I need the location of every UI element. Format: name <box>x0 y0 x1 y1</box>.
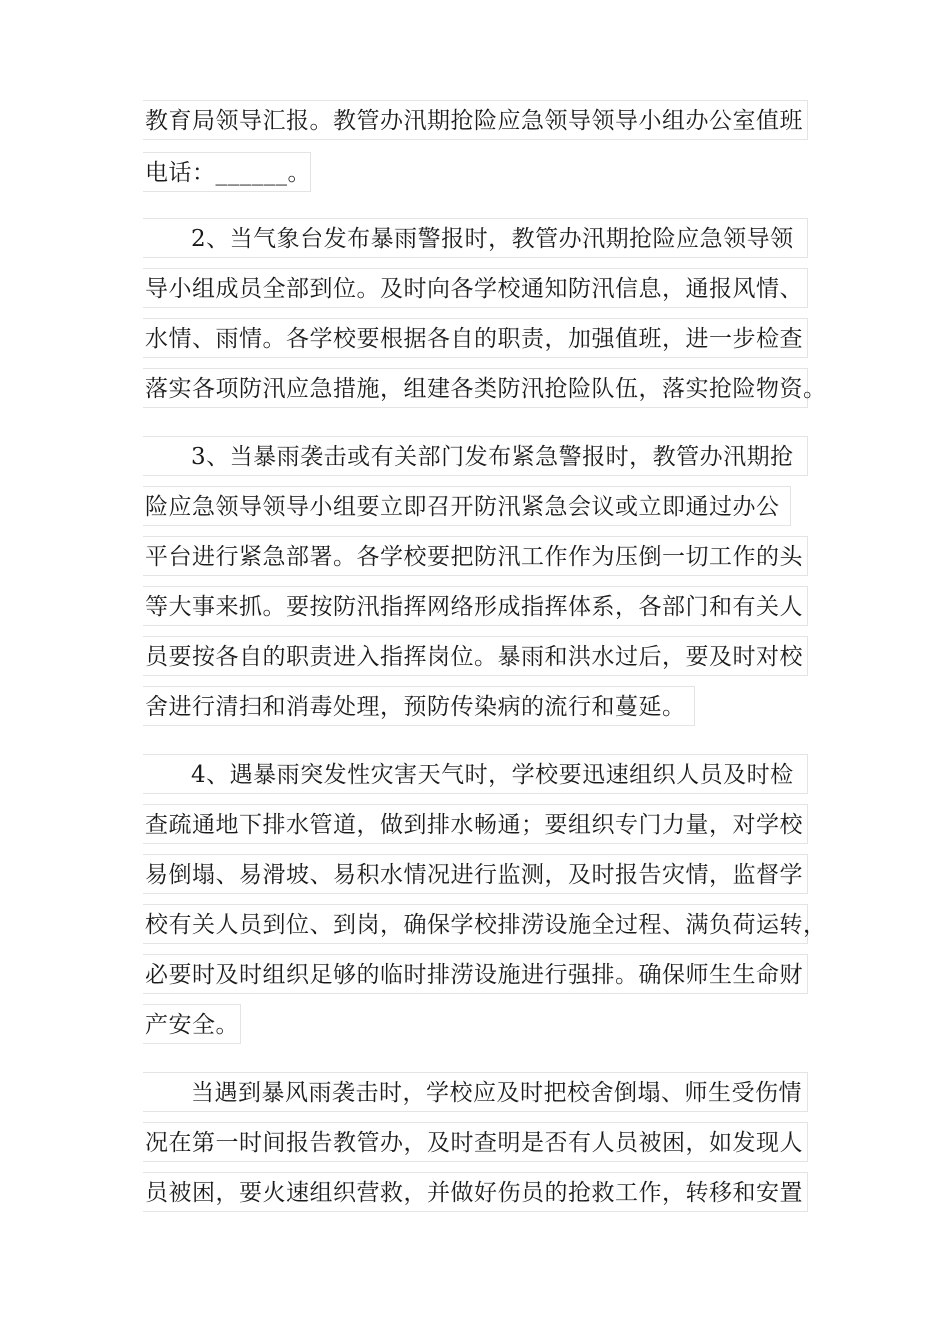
paragraph-start-line: 3、当暴雨袭击或有关部门发布紧急警报时，教管办汛期抢 <box>143 436 808 476</box>
text-line: 等大事来抓。要按防汛指挥网络形成指挥体系，各部门和有关人 <box>143 586 808 626</box>
paragraph-start-line: 4、遇暴雨突发性灾害天气时，学校要迅速组织人员及时检 <box>143 754 808 794</box>
text-line: 平台进行紧急部署。各学校要把防汛工作作为压倒一切工作的头 <box>143 536 808 576</box>
text-line: 教育局领导汇报。教管办汛期抢险应急领导领导小组办公室值班 <box>143 100 808 140</box>
text-line: 落实各项防汛应急措施，组建各类防汛抢险队伍，落实抢险物资。 <box>143 368 808 408</box>
text-line: 电话：______。 <box>143 152 311 192</box>
text-line: 险应急领导领导小组要立即召开防汛紧急会议或立即通过办公 <box>143 486 791 526</box>
text-line: 校有关人员到位、到岗，确保学校排涝设施全过程、满负荷运转， <box>143 904 808 944</box>
text-line: 员被困，要火速组织营救，并做好伤员的抢救工作，转移和安置 <box>143 1172 808 1212</box>
text-line: 必要时及时组织足够的临时排涝设施进行强排。确保师生生命财 <box>143 954 808 994</box>
text-line: 易倒塌、易滑坡、易积水情况进行监测，及时报告灾情，监督学 <box>143 854 808 894</box>
paragraph-start-line: 当遇到暴风雨袭击时，学校应及时把校舍倒塌、师生受伤情 <box>143 1072 808 1112</box>
text-line: 导小组成员全部到位。及时向各学校通知防汛信息，通报风情、 <box>143 268 808 308</box>
text-line: 水情、雨情。各学校要根据各自的职责，加强值班，进一步检查 <box>143 318 808 358</box>
text-line: 舍进行清扫和消毒处理，预防传染病的流行和蔓延。 <box>143 686 695 726</box>
text-line: 产安全。 <box>143 1004 241 1044</box>
paragraph-start-line: 2、当气象台发布暴雨警报时，教管办汛期抢险应急领导领 <box>143 218 808 258</box>
text-line: 查疏通地下排水管道，做到排水畅通；要组织专门力量，对学校 <box>143 804 808 844</box>
text-line: 况在第一时间报告教管办，及时查明是否有人员被困，如发现人 <box>143 1122 808 1162</box>
text-line: 员要按各自的职责进入指挥岗位。暴雨和洪水过后，要及时对校 <box>143 636 808 676</box>
